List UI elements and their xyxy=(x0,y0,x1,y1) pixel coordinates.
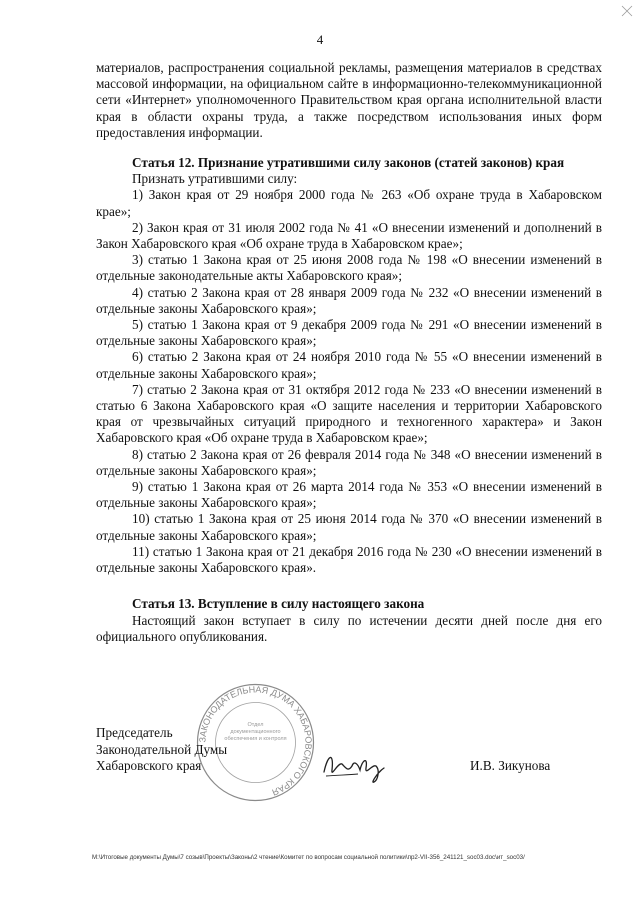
article-13-text: Настоящий закон вступает в силу по истечении десяти дней после дня его официального опубликования. xyxy=(96,612,602,644)
repealed-law-item: 9) статью 1 Закона края от 26 марта 2014 года № 353 «О внесении изменений в отдельные законы Хабаровского края»; xyxy=(96,479,602,511)
stamp-center-text: Отдел документационного обеспечения и контроля xyxy=(224,722,287,742)
signatory-title-line-2: Законодательной Думы xyxy=(96,741,228,757)
repealed-laws-list xyxy=(96,187,602,576)
signatory-name: И.В. Зикунова xyxy=(470,758,551,773)
repealed-law-item: 4) статью 2 Закона края от 28 января 2009 года № 232 «О внесении изменений в отдельные законы Хабаровского края»; xyxy=(96,284,602,316)
article-13-heading: Статья 13. Вступление в силу настоящего закона xyxy=(132,596,425,612)
page-number: 4 xyxy=(316,32,324,47)
repealed-law-item: 3) статью 1 Закона края от 25 июня 2008 года № 198 «О внесении изменений в отдельные законодательные акты Хабаровского края»; xyxy=(96,252,602,284)
stamp-ring-text: ЗАКОНОДАТЕЛЬНАЯ ДУМА ХАБАРОВСКОГО КРАЯ xyxy=(197,684,314,798)
repealed-law-item: 1) Закон края от 29 ноября 2000 года № 263 «Об охране труда в Хабаровском крае»; xyxy=(96,187,602,219)
signatory-title-line-3: Хабаровского края xyxy=(96,758,202,773)
file-path-footer: M:\Итоговые документы Думы\7 созыв\Проекты\Законы\2 чтение\Комитет по вопросам социальной политики\пр2-VII-356_241121_soc03.doc\ит_soc03/ xyxy=(92,854,525,861)
article-12-heading: Статья 12. Признание утратившими силу законов (статей законов) края xyxy=(132,155,565,171)
repealed-law-item: 6) статью 2 Закона края от 24 ноября 2010 года № 55 «О внесении изменений в отдельные законы Хабаровского края»; xyxy=(96,349,602,381)
repealed-law-item: 5) статью 1 Закона края от 9 декабря 2009 года № 291 «О внесении изменений в отдельные законы Хабаровского края»; xyxy=(96,317,602,349)
corner-mark-icon xyxy=(620,4,634,18)
repealed-law-item: 8) статью 2 Закона края от 26 февраля 2014 года № 348 «О внесении изменений в отдельные законы Хабаровского края»; xyxy=(96,446,602,478)
repealed-law-item: 10) статью 1 Закона края от 25 июня 2014 года № 370 «О внесении изменений в отдельные законы Хабаровского края»; xyxy=(96,511,602,543)
repealed-law-item: 2) Закон края от 31 июля 2002 года № 41 «О внесении изменений и дополнений в Закон Хабаровского края «Об охране труда в Хабаровском крае»; xyxy=(96,219,602,252)
repealed-law-item: 11) статью 1 Закона края от 21 декабря 2016 года № 230 «О внесении изменений в отдельные законы Хабаровского края». xyxy=(96,543,602,576)
document-body xyxy=(96,60,602,645)
signatory-title xyxy=(96,725,227,775)
intro-paragraph: материалов, распространения социальной рекламы, размещения материалов в средствах массовой информации, на официальном сайте в информационно-телекоммуникационной сети «Интернет» уполномоченного Правительством края органа исполнительной власти края в области охраны труда, а также посредством использования иных форм предоставления информации. xyxy=(96,60,602,140)
handwritten-signature xyxy=(318,742,398,787)
article-12-lead: Признать утратившими силу: xyxy=(132,171,298,187)
signatory-title-line-1: Председатель xyxy=(96,725,173,740)
repealed-law-item: 7) статью 2 Закона края от 31 октября 2012 года № 233 «О внесении изменений в статью 6 Закона Хабаровского края «О защите населения и территории Хабаровского края от чрезвычайных ситуаций природного и техногенного характера» и Закон Хабаровского края «Об охране труда в Хабаровском крае»; xyxy=(96,381,602,446)
